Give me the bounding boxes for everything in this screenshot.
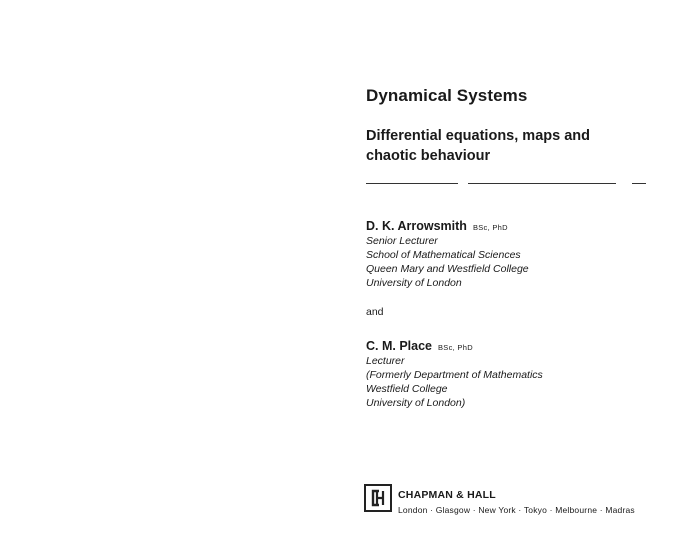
author-2-affiliation-line: (Formerly Department of Mathematics xyxy=(366,369,543,381)
publisher-logo-icon xyxy=(364,484,392,512)
book-subtitle-line-1: Differential equations, maps and xyxy=(366,128,590,144)
author-1-name-line xyxy=(366,219,508,233)
author-1-degrees: BSc, PhD xyxy=(472,223,508,232)
author-2-name: C. M. Place xyxy=(366,339,432,353)
author-1-affiliation xyxy=(366,234,529,290)
author-1-name: D. K. Arrowsmith xyxy=(366,219,467,233)
book-title: Dynamical Systems xyxy=(366,86,528,105)
title-rule-segment-2 xyxy=(468,183,616,184)
author-2-affiliation-line: Lecturer xyxy=(366,355,405,367)
book-subtitle xyxy=(366,126,590,166)
author-2-affiliation-line: University of London) xyxy=(366,397,466,409)
author-1-affiliation-line: School of Mathematical Sciences xyxy=(366,249,521,261)
author-2-affiliation xyxy=(366,354,543,410)
title-rule-segment-3 xyxy=(632,183,646,184)
title-rule-segment-1 xyxy=(366,183,458,184)
author-conjunction: and xyxy=(366,306,384,318)
author-1-affiliation-line: Queen Mary and Westfield College xyxy=(366,263,529,275)
author-1-affiliation-line: University of London xyxy=(366,277,462,289)
author-2-degrees: BSc, PhD xyxy=(438,343,473,352)
book-subtitle-line-2: chaotic behaviour xyxy=(366,148,491,164)
author-2-name-line xyxy=(366,339,473,353)
author-2-affiliation-line: Westfield College xyxy=(366,383,448,395)
publisher-cities: London · Glasgow · New York · Tokyo · Melbourne · Madras xyxy=(398,505,635,515)
publisher-name: CHAPMAN & HALL xyxy=(398,489,496,501)
author-1-affiliation-line: Senior Lecturer xyxy=(366,235,438,247)
